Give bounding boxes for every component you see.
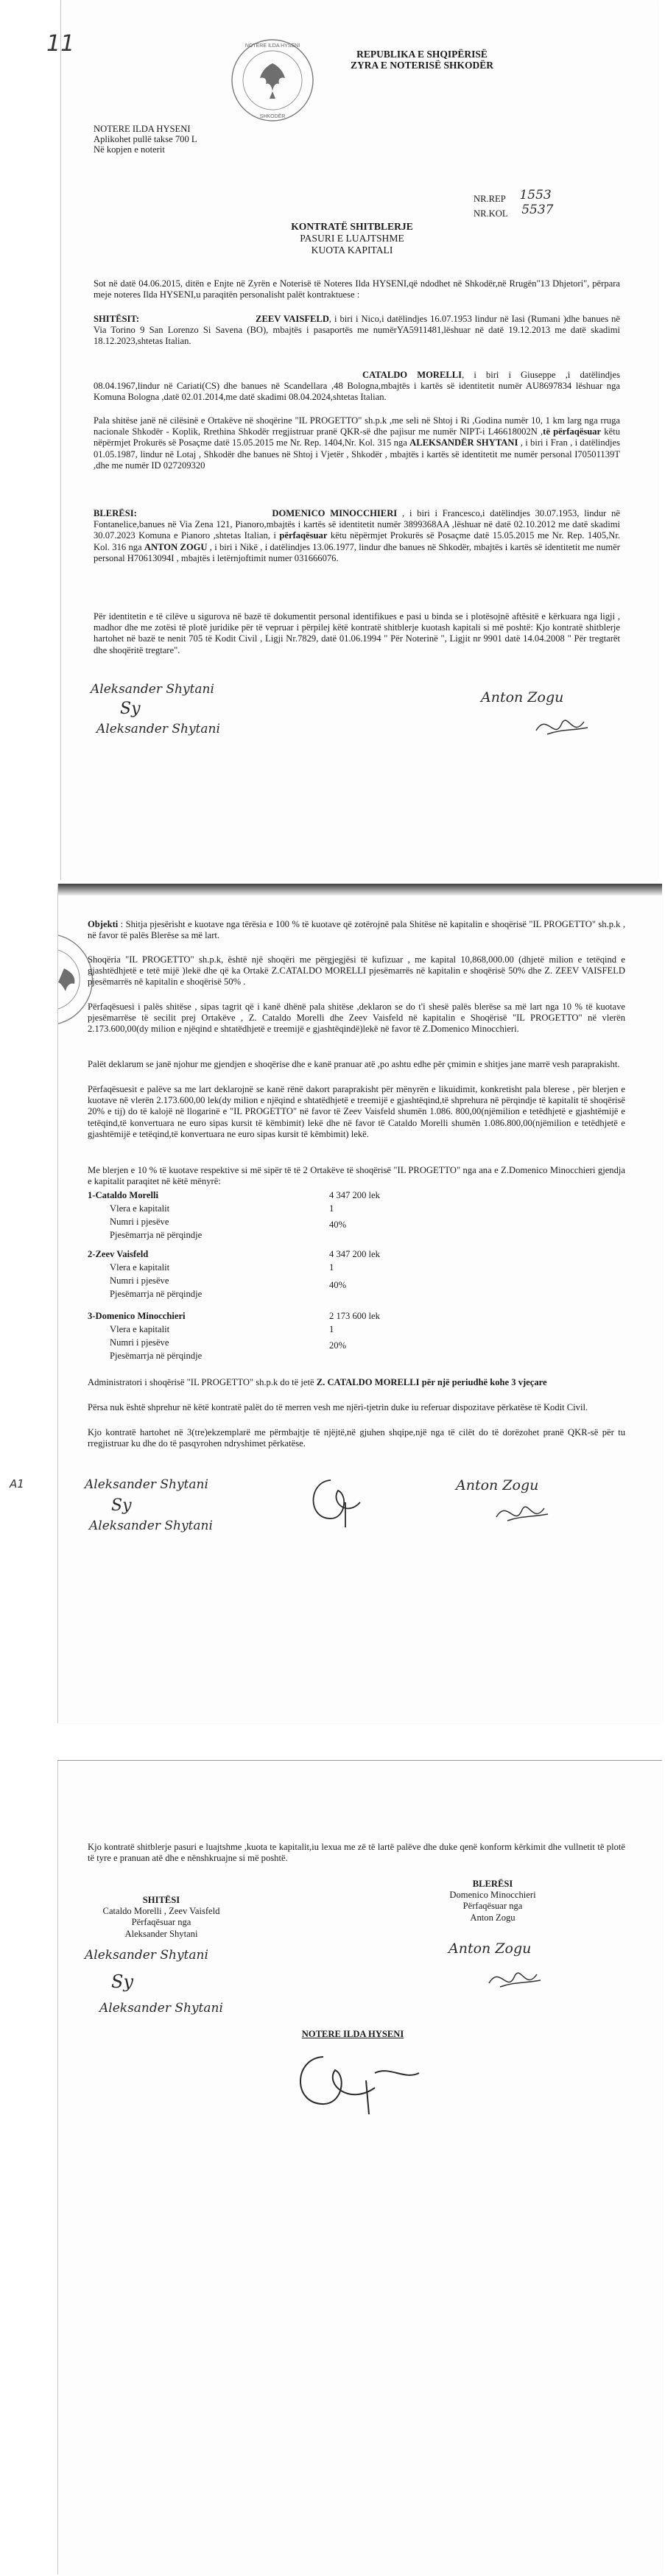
shareholder-1-parts-label: Numri i pjesëve xyxy=(110,1217,169,1227)
kol-number xyxy=(474,203,554,219)
seller-title: SHITËSI xyxy=(142,1895,180,1905)
notary-signature xyxy=(301,1473,367,1532)
seller-signature-block xyxy=(80,1895,242,1940)
shareholder-2-parts-label: Numri i pjesëve xyxy=(110,1275,169,1286)
seller-text-1: , i biri i Nico,i datëlindjes 16.07.1953 lindur në Iasi (Rumani )dhe banues në Via Torino 9 San Lorenzo Si Savena (BO), mbajtës i pasaportës me numërYA5911481,lëshuar në datë 19.12.2013 me datë skadimi 18.12.2023,shtetas Italian. xyxy=(94,314,621,347)
sale-paragraph: Përfaqësuesi i palës shitëse , sipas tagrit që i kanë dhënë pala shitëse ,deklaron se do t'i shesë palës blerëse sa më lart nga 10 % të kuotave pjesëmarrëse të secilit prej Ortakëve , Z. Cataldo Morelli dhe Zeev Vaisfeld në kapitalin e Shoqërisë "IL PROGETTO" në vlerën 2.173.600,00(dy milion e njëqind e shtatëdhjetë e treemijë e gjashtëqindë)lekë në favor të Z.Domenico Minocchieri. xyxy=(88,1002,625,1035)
signature-name-line-1: Aleksander Shytani xyxy=(85,1948,208,1963)
rep-value: 1553 xyxy=(519,188,552,203)
administrator-name: Z. CATALDO MORELLI për një periudhë kohe 3 vjeçare xyxy=(316,1377,547,1387)
buyer-label: BLERËSI: xyxy=(94,508,137,518)
seller-two-paragraph xyxy=(94,370,620,404)
buyer-represented-label: përfaqësuar xyxy=(279,530,328,541)
page-number-handwritten: 11 xyxy=(46,31,75,57)
shareholder-1-parts-value: 1 xyxy=(329,1203,334,1214)
object-paragraph xyxy=(88,919,625,941)
signature-name-line-2: Aleksander Shytani xyxy=(99,2001,223,2016)
signature-name-line-2: Aleksander Shytani xyxy=(96,722,220,736)
shareholder-1-name: 1-Cataldo Morelli xyxy=(88,1190,158,1200)
shareholder-2-parts-value: 1 xyxy=(329,1262,334,1273)
contract-title xyxy=(223,221,481,256)
buyer-representative-text: , i biri i Nikë , i datëlindjes 13.06.1977, lindur dhe banues në Shkodër, mbajtës i kartës së identitetit me numër personal H70613094I , mbajtës i letërnjoftimit numer 031666076. xyxy=(94,541,620,563)
acknowledgement-paragraph: Palët deklarum se janë njohur me gjendjen e shoqërise dhe e kanë pranuar atë ,po ashtu edhe për çmimin e shitjes jane marrë vesh paraprakisht. xyxy=(88,1059,620,1069)
seller-representative-signature xyxy=(91,682,312,756)
kol-label: NR.KOL xyxy=(474,208,508,219)
shareholder-3-name: 3-Domenico Minocchieri xyxy=(88,1311,186,1321)
seller-represented-label: të përfaqësuar xyxy=(543,426,602,437)
copies-paragraph: Kjo kontratë hartohet në 3(tre)ekzemplarë me përmbajtje të njëjtë,në gjuhen shqipe,një nga të cilët do të dorëzohet pranë QKR-së për tu rregjistruar ku dhe do të pasqyrohen ndryshimet përkatëse. xyxy=(88,1427,625,1449)
buyer-text-1: , i biri i Francesco,i datëlindjes 30.07.1953, lindur në Fontanelice,banues në Via Zena 121, Pianoro,mbajtës i kartës së identitetit numër 3899368AA ,lëshuar në datë 02.10.2012 me datë skadimi 30.07.2023 Komuna e Pianoro ,shtetas Italian, i xyxy=(94,508,620,541)
notary-stamp-fee: Aplikohet pullë takse 700 L xyxy=(94,134,197,144)
civil-code-paragraph: Përsa nuk është shprehur në këtë kontratë palët do të merren vesh me njëri-tjetrin duke iu referuar dispozitave përkatëse të Kodit Civil. xyxy=(88,1402,588,1412)
page-two xyxy=(10,884,662,1723)
administrator-paragraph xyxy=(88,1377,625,1388)
signature-anton-zogu: Anton Zogu xyxy=(448,1940,532,1957)
result-paragraph: Me blerjen e 10 % të kuotave respektive si më sipër të të 2 Ortakëve të shoqërisë "IL PROGETTO" nga ana e Z.Domenico Minocchieri gjendja e kapitalit paraqitet në këtë mënyrë: xyxy=(88,1165,625,1187)
administrator-text: Administratori i shoqërisë "IL PROGETTO" sh.p.k do të jetë xyxy=(88,1377,317,1387)
notary-stamp-name: NOTERE ILDA HYSENI xyxy=(94,124,191,134)
buyer-representative-signature xyxy=(448,1477,611,1544)
object-text: : Shitja pjesërisht e kuotave nga tërësia e 100 % të kuotave që zotërojnë pala Shitëse në kapitalin e shoqërisë "IL PROGETTO" sh.p.k , në favor të palës Blerëse sa më lart. xyxy=(88,919,625,941)
buyer-name: Domenico Minocchieri xyxy=(449,1890,536,1901)
seller-representative: Aleksander Shytani xyxy=(124,1928,198,1939)
margin-annotation: A1 xyxy=(10,1477,24,1491)
seller-represented-by: Përfaqësuar nga xyxy=(131,1917,191,1928)
shareholder-2-percent-label: Pjesëmarrja në përqindje xyxy=(110,1289,203,1299)
signature-initials: Sy xyxy=(111,1496,132,1515)
shareholder-2-percent-value: 40% xyxy=(329,1280,347,1290)
buyer-title: BLERËSI xyxy=(472,1879,513,1889)
notary-signature xyxy=(279,2044,426,2117)
kol-value: 5537 xyxy=(521,203,554,217)
seller-company-paragraph xyxy=(94,415,620,471)
title-line-3: KUOTA KAPITALI xyxy=(311,244,393,256)
signature-name-line-2: Aleksander Shytani xyxy=(89,1518,213,1533)
title-line-1: KONTRATË SHITBLERJE xyxy=(291,221,413,232)
page-one xyxy=(46,0,658,880)
signature-scribble xyxy=(532,708,591,745)
signature-anton-zogu: Anton Zogu xyxy=(481,689,564,705)
signature-initials: Sy xyxy=(111,1971,133,1992)
shareholder-1-percent-value: 40% xyxy=(329,1220,347,1230)
seller-name-1: ZEEV VAISFELD xyxy=(256,314,329,324)
buyer-represented-by: Përfaqësuar nga xyxy=(462,1901,523,1912)
shareholder-3-capital-label: Vlera e kapitalit xyxy=(110,1324,170,1334)
shareholder-2-capital-label: Vlera e kapitalit xyxy=(110,1262,170,1273)
buyer-representative-name: ANTON ZOGU xyxy=(144,541,208,552)
shareholder-1-percent-label: Pjesëmarrja në përqindje xyxy=(110,1230,203,1240)
signature-scribble xyxy=(493,1495,552,1532)
notary-seal xyxy=(229,37,316,124)
seller-label: SHITËSIT: xyxy=(94,314,140,324)
title-line-2: PASURI E LUAJTSHME xyxy=(300,233,404,244)
notary-stamp-block xyxy=(94,124,263,155)
object-label: Objekti xyxy=(88,919,119,929)
seller-text-2: , i biri i Giuseppe ,i datëlindjes 08.04.1967,lindur në Cariati(CS) dhe banues në Scandellara ,48 Bologna,mbajtës i kartës së identitetit numër AU8697834 lëshuar nga Komuna Bologna ,datë 02.01.2014,me datë skadimi 08.04.2024,shtetas Italian. xyxy=(94,370,620,403)
buyer-representative: Anton Zogu xyxy=(470,1912,516,1923)
page-three xyxy=(57,1760,662,2575)
seller-poa-text: këtu nëpërmjet Prokurës së Posaçme datë 15.05.2015 me Nr. Rep. 1404,Nr. Kol. 315 nga xyxy=(94,426,620,448)
shareholder-2-capital-value: 4 347 200 lek xyxy=(329,1249,380,1259)
header-republic xyxy=(312,49,532,71)
signature-initials: Sy xyxy=(120,700,141,718)
seller-representative-text: , i biri i Fran , i datëlindjes 01.05.1987, lindur në Lotaj , Shkodër dhe banues në Shtoj i Vjetër , Shkodër , mbajtës i kartës së identitetit me numër personal I70501139T ,dhe me numër ID 027209320 xyxy=(94,437,620,471)
notary-name: NOTERE ILDA HYSENI xyxy=(301,2029,404,2039)
shareholder-3-capital-value: 2 173 600 lek xyxy=(329,1311,380,1321)
signature-name-line-1: Aleksander Shytani xyxy=(85,1477,208,1492)
svg-text:NOTERE ILDA HYSENI: NOTERE ILDA HYSENI xyxy=(244,43,300,49)
payment-paragraph: Përfaqësuesit e palëve sa me lart deklarojnë se kanë rënë dakort paraprakisht për mënyrën e likuidimit, konkretisht pala blerese , për blerjen e kuotave në vlerën 2.173.600,00 lek(dy milion e njëqind e shtatëdhjetë e treemijë e gjashtëqind,të shprehura në përqindje të kapitalit të shoqërisë 20% e tij) do të kalojë në llogarinë e "IL PROGETTO" në favor të Zeev Vaisfeld shumën 1.086. 800,00(njëmilion e tetëdhjetë e gjashtëmijë e tetëqind,të konvertuara ne euro sipas kursit të këmbimit) lekë dhe në favor të Cataldo Morelli shumën 1.086.800,00(njëmilion e tetëdhjetë e gjashtëmijë e tetëqind,të konvertuara ne euro sipas kursit të këmbimit) lekë. xyxy=(88,1084,625,1139)
seller-representative-signature xyxy=(85,1477,306,1558)
seller-representative-signature xyxy=(85,1948,306,2073)
svg-text:SHKODËR: SHKODËR xyxy=(259,114,286,119)
closing-paragraph: Për identitetin e të cilëve u sigurova në bazë të dokumentit personal identifikues e pasi u binda se i plotësojnë aftësitë e kërkuara nga ligji , madhor dhe me zotësi të plotë juridike për të vepruar i përpilej këtë kontratë shitblerje kuotash kapitali si më poshtë: Kjo kontratë shitblerje hartohet në bazë te nenit 705 të Kodit Civil , Ligji Nr.7829, datë 01.06.1994 " Për Noterinë ", Ligjit nr 9901 datë 14.04.2008 " Për tregtarët dhe shoqëritë tregtare". xyxy=(94,611,620,655)
seller-name-2: CATALDO MORELLI xyxy=(362,370,462,380)
buyer-signature-block xyxy=(412,1879,574,1924)
buyer-name: DOMENICO MINOCCHIERI xyxy=(272,508,398,518)
buyer-representative-signature xyxy=(441,1940,603,2007)
buyer-representative-signature xyxy=(474,689,636,756)
seller-one-paragraph xyxy=(94,314,620,348)
intro-paragraph: Sot në datë 04.06.2015, ditën e Enjte në Zyrën e Noterisë të Noteres Ilda HYSENI,që ndodhet në Shkodër,në Rrugën"13 Dhjetori", përpara meje noteres Ilda HYSENI,u paraqitën personalisht palët kontraktuese : xyxy=(94,278,620,300)
shareholder-3-percent-value: 20% xyxy=(329,1340,347,1351)
shareholder-3-parts-label: Numri i pjesëve xyxy=(110,1337,169,1348)
final-reading-paragraph: Kjo kontratë shitblerje pasuri e luajtshme ,kuota te kapitalit,iu lexua me zë të lartë palëve dhe duke qenë konform kërkimit dhe vullnetit të plotë të tyre e pranuan atë dhe e nënshkruajne si më poshtë. xyxy=(88,1842,625,1864)
shareholder-3-percent-label: Pjesëmarrja në përqindje xyxy=(110,1351,203,1361)
seller-representative-name: ALEKSANDËR SHYTANI xyxy=(409,437,518,448)
signature-name-line-1: Aleksander Shytani xyxy=(91,682,214,697)
shareholder-1-capital-value: 4 347 200 lek xyxy=(329,1190,380,1200)
shareholder-1-capital-label: Vlera e kapitalit xyxy=(110,1203,170,1214)
buyer-poa-text: këtu nëpërmjet Prokurës së Posaçme datë 15.05.2015 me Nr. Rep. 1405,Nr. Kol. 316 nga xyxy=(94,530,621,552)
seller-company-text: Pala shitëse janë në cilësinë e Ortakëve në shoqërine "IL PROGETTO" sh.p.k ,me seli në Shtoj i Ri ,Godina numër 10, 1 km larg nga rruga nacionale Shkodër - Koplik, Rrethina Shkodër rregjistruar pranë QKR-së dhe pajisur me numër NIPT-i L46618002N , xyxy=(94,415,620,437)
rep-label: NR.REP xyxy=(474,194,506,204)
header-line-republic: REPUBLIKA E SHQIPËRISË xyxy=(356,49,488,60)
header-line-office: ZYRA E NOTERISË SHKODËR xyxy=(351,60,493,71)
shareholder-2-name: 2-Zeev Vaisfeld xyxy=(88,1249,149,1259)
shareholder-3-parts-value: 1 xyxy=(329,1324,334,1334)
seller-names: Cataldo Morelli , Zeev Vaisfeld xyxy=(102,1906,220,1917)
signature-scribble xyxy=(485,1961,544,1998)
notary-stamp-copy: Në kopjen e noterit xyxy=(94,144,165,155)
signature-anton-zogu: Anton Zogu xyxy=(456,1477,539,1493)
buyer-paragraph xyxy=(94,508,620,564)
company-paragraph: Shoqëria "IL PROGETTO" sh.p.k, është një shoqëri me përgjegjësi të kufizuar , me kapital 10,868,000.00 (dhjetë milion e tetëqind e gjashtëdhjetë e tetë mijë )lekë dhe që ka Ortakë Z.CATALDO MORELLI pjesëmarrës në kapitalin e shoqërisë 50% dhe Z. ZEEV VAISFELD pjesëmarrës në kapitalin e shoqërisë 50% . xyxy=(88,954,625,988)
